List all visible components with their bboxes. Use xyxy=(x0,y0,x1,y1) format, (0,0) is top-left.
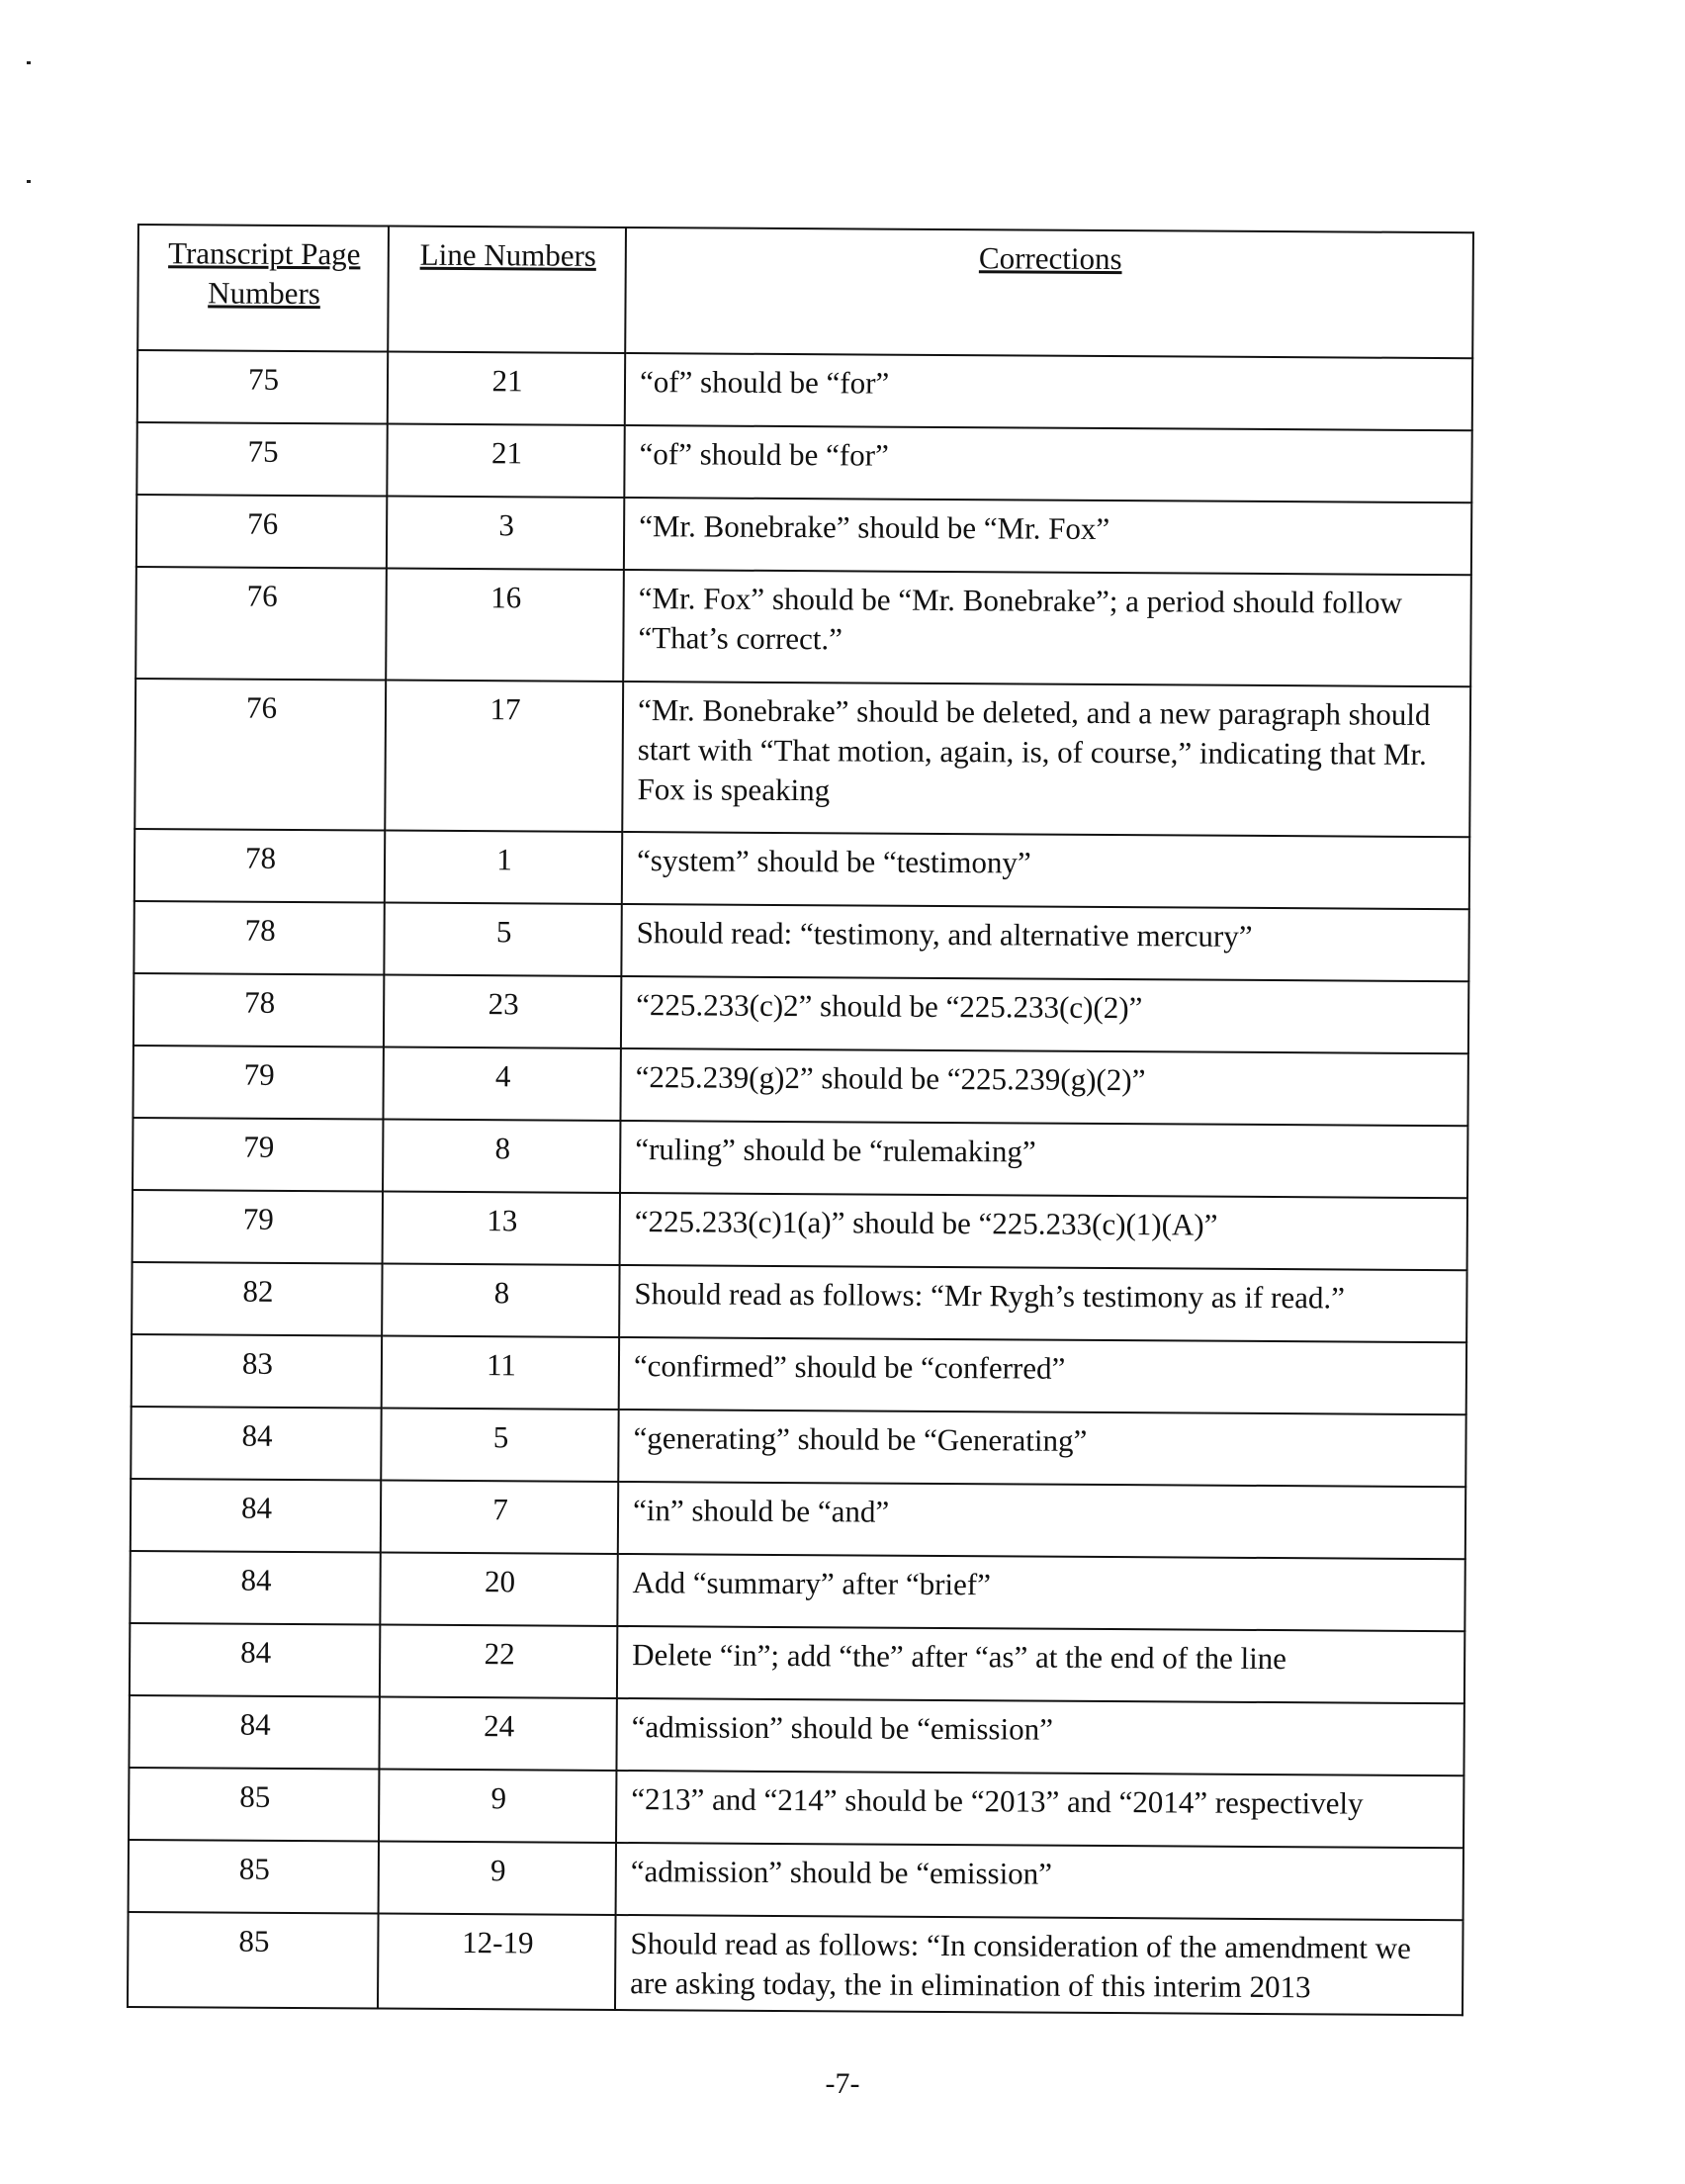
page-number-cell: 76 xyxy=(135,567,387,681)
line-number-cell: 4 xyxy=(383,1047,620,1121)
page-number-cell: 82 xyxy=(132,1262,382,1336)
line-number-cell: 21 xyxy=(388,352,625,425)
line-number-cell: 21 xyxy=(387,424,624,498)
page-number-cell: 84 xyxy=(131,1407,381,1481)
line-number-cell: 16 xyxy=(386,569,624,682)
line-number-cell: 20 xyxy=(380,1553,617,1626)
table-row xyxy=(131,1479,1465,1559)
correction-cell: “of” should be “for” xyxy=(625,353,1472,430)
correction-cell: “admission” should be “emission” xyxy=(616,1843,1463,1920)
page-number: -7- xyxy=(825,2067,860,2100)
page-number-cell: 79 xyxy=(133,1046,383,1120)
page-number-cell: 79 xyxy=(133,1118,383,1192)
line-number-cell: 9 xyxy=(379,1842,616,1915)
corrections-table xyxy=(127,224,1474,2016)
line-number-cell: 8 xyxy=(383,1120,620,1193)
table-header-row xyxy=(137,225,1473,358)
page-number-cell: 85 xyxy=(128,1912,379,2009)
correction-cell: Delete “in”; add “the” after “as” at the end of the line xyxy=(617,1626,1464,1703)
line-number-cell: 23 xyxy=(384,975,621,1048)
line-number-cell: 13 xyxy=(383,1192,620,1265)
correction-cell: Should read as follows: “In consideration of the amendment we are asking today, the in elimination of this interim 2013 xyxy=(615,1915,1463,2015)
table-row xyxy=(130,1551,1464,1631)
table-row xyxy=(129,1768,1463,1848)
correction-cell: “admission” should be “emission” xyxy=(616,1698,1463,1775)
page-number-cell: 76 xyxy=(136,495,387,569)
page-number-cell: 85 xyxy=(129,1840,379,1914)
line-number-cell: 1 xyxy=(385,831,622,904)
scan-speck xyxy=(27,61,31,64)
line-number-cell: 24 xyxy=(379,1697,616,1771)
correction-cell: “Mr. Bonebrake” should be “Mr. Fox” xyxy=(624,498,1471,575)
correction-cell: “225.239(g)2” should be “225.239(g)(2)” xyxy=(620,1048,1467,1126)
table-row xyxy=(137,350,1472,430)
line-number-cell: 8 xyxy=(382,1264,619,1337)
line-number-cell: 9 xyxy=(379,1770,616,1843)
correction-cell: “Mr. Fox” should be “Mr. Bonebrake”; a period should follow “That’s correct.” xyxy=(623,570,1471,686)
line-number-cell: 3 xyxy=(387,497,624,570)
table-row xyxy=(133,1046,1467,1126)
header-corrections: Corrections xyxy=(625,228,1473,358)
table-row xyxy=(132,1262,1466,1342)
line-number-cell: 22 xyxy=(380,1625,617,1698)
page-number-cell: 78 xyxy=(133,901,384,975)
table-row xyxy=(129,1695,1463,1775)
correction-cell: “of” should be “for” xyxy=(624,425,1471,502)
line-number-cell: 7 xyxy=(381,1481,618,1554)
correction-cell: “213” and “214” should be “2013” and “2014” respectively xyxy=(616,1771,1463,1848)
table-row xyxy=(129,1840,1463,1920)
table-row xyxy=(135,567,1471,686)
table-row xyxy=(134,829,1469,909)
line-number-cell: 5 xyxy=(384,903,621,976)
header-transcript-page-numbers: Transcript Page Numbers xyxy=(137,225,389,352)
table-row xyxy=(130,1623,1464,1703)
correction-cell: “225.233(c)1(a)” should be “225.233(c)(1)(A)” xyxy=(620,1193,1467,1270)
line-number-cell: 17 xyxy=(385,681,623,832)
correction-cell: Add “summary” after “brief” xyxy=(617,1554,1464,1631)
table-row xyxy=(128,1912,1463,2015)
correction-cell: Should read: “testimony, and alternative mercury” xyxy=(621,904,1468,981)
page-number-cell: 83 xyxy=(132,1334,382,1409)
page-number-cell: 84 xyxy=(130,1623,380,1697)
correction-cell: “generating” should be “Generating” xyxy=(618,1410,1465,1487)
line-number-cell: 12-19 xyxy=(378,1914,616,2010)
table-row xyxy=(133,973,1468,1053)
correction-cell: “Mr. Bonebrake” should be deleted, and a new paragraph should start with “That motion, again, is, of course,” indicating that Mr. Fox is speaking xyxy=(622,682,1470,837)
table-row xyxy=(133,1118,1467,1198)
scan-speck xyxy=(27,180,31,183)
line-number-cell: 11 xyxy=(382,1336,619,1410)
page-number-cell: 78 xyxy=(134,829,385,903)
table-row xyxy=(132,1334,1466,1414)
page-number-cell: 85 xyxy=(129,1768,379,1842)
page-number-cell: 76 xyxy=(134,679,386,831)
page-number-cell: 84 xyxy=(129,1695,379,1770)
page-number-cell: 75 xyxy=(136,422,387,497)
page-number-cell: 75 xyxy=(137,350,388,424)
page-number-cell: 84 xyxy=(131,1479,381,1553)
correction-cell: “ruling” should be “rulemaking” xyxy=(620,1121,1467,1198)
line-number-cell: 5 xyxy=(381,1409,618,1482)
table-row xyxy=(133,1190,1467,1270)
table-row xyxy=(133,901,1468,981)
table-row xyxy=(136,422,1471,502)
header-line-numbers: Line Numbers xyxy=(388,227,626,353)
page-number-cell: 84 xyxy=(130,1551,380,1625)
page-number-cell: 79 xyxy=(133,1190,383,1264)
correction-cell: “system” should be “testimony” xyxy=(622,832,1469,909)
correction-cell: Should read as follows: “Mr Rygh’s testimony as if read.” xyxy=(619,1265,1466,1342)
correction-cell: “225.233(c)2” should be “225.233(c)(2)” xyxy=(621,976,1468,1053)
page-number-cell: 78 xyxy=(133,973,384,1047)
table-row xyxy=(131,1407,1465,1487)
correction-cell: “confirmed” should be “conferred” xyxy=(619,1337,1466,1414)
table-row xyxy=(134,679,1470,837)
table-row xyxy=(136,495,1471,575)
correction-cell: “in” should be “and” xyxy=(618,1482,1465,1559)
